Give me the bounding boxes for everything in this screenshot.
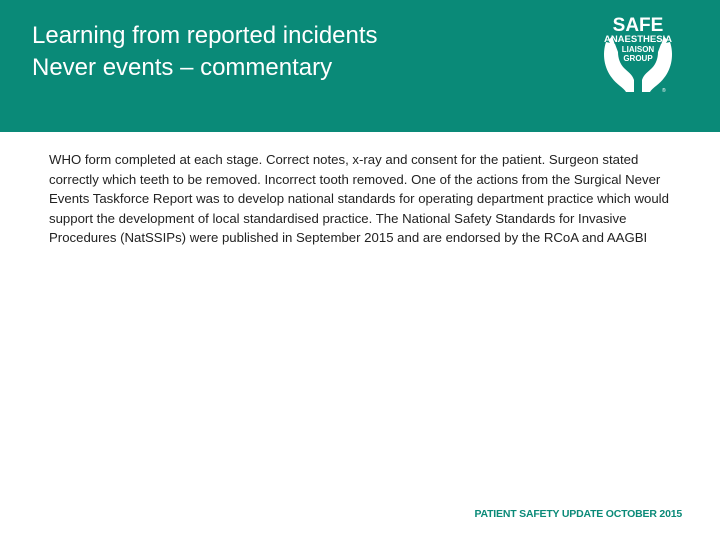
header-banner [0,0,720,132]
logo-word-group: GROUP [623,54,653,63]
logo-word-anaesthesia: ANAESTHESIA [603,34,673,45]
title-line-2: Never events – commentary [32,54,333,81]
logo-word-safe: SAFE [612,15,664,36]
logo-graphic [588,14,688,96]
registered-mark: ® [662,88,666,94]
commentary-paragraph: WHO form completed at each stage. Correct notes, x-ray and consent for the patient. Surgeon stated correctly which teeth to be removed. Incorrect tooth removed. One of the actions from the Surgical Never Events Taskforce Report was to develop national standards for operating department practice which would support the development of local standardised practice. The National Safety Standards for Invasive Procedures (NatSSIPs) were published in September 2015 and are endorsed by the RCoA and AAGBI [49,152,669,245]
safe-anaesthesia-logo [588,14,688,96]
page-title [32,20,378,84]
logo-word-liaison: LIAISON [621,45,655,54]
footer-label: PATIENT SAFETY UPDATE OCTOBER 2015 [474,508,682,520]
title-line-1: Learning from reported incidents [32,22,378,49]
